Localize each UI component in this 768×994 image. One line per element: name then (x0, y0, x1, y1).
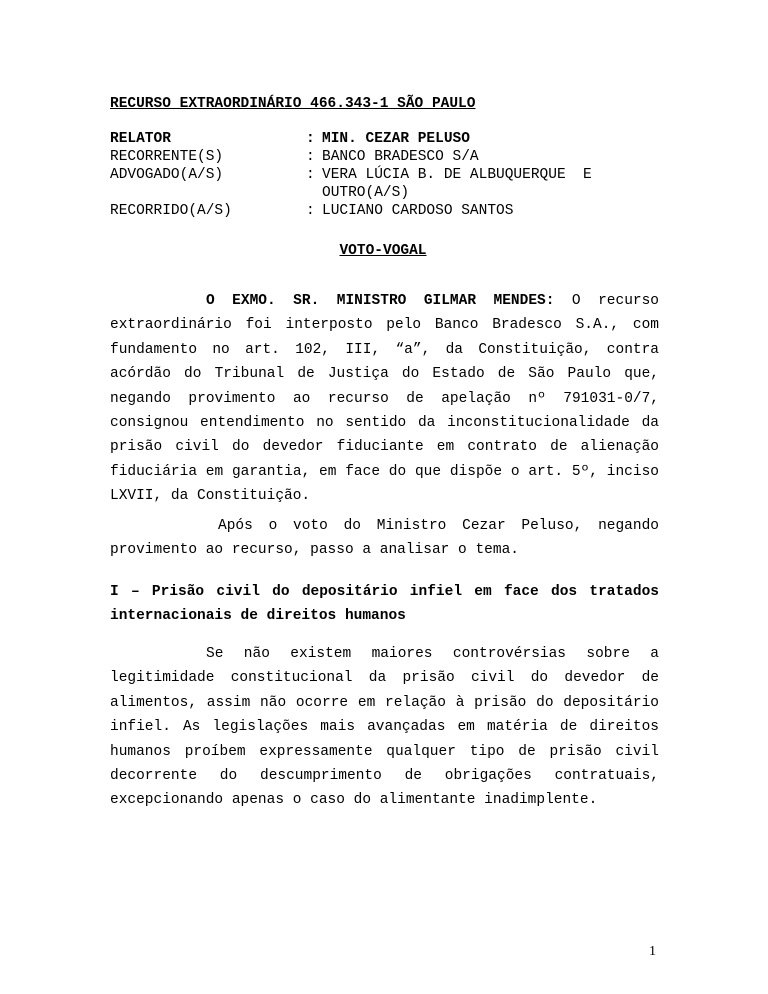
party-value: MIN. CEZAR PELUSO (322, 131, 470, 147)
speaker-lead: O EXMO. SR. MINISTRO GILMAR MENDES: (206, 293, 555, 309)
paragraph-text: Após o voto do Ministro Cezar Peluso, negando provimento ao recurso, passo a analisar o tema. (110, 518, 659, 559)
party-separator: : (306, 167, 315, 183)
section-heading: I – Prisão civil do depositário infiel em face dos tratados internacionais de direitos humanos (110, 584, 659, 625)
party-value: LUCIANO CARDOSO SANTOS (322, 203, 514, 219)
party-separator: : (306, 149, 315, 165)
party-value-line1: VERA LÚCIA B. DE ALBUQUERQUE E (322, 167, 592, 183)
party-value (322, 166, 592, 202)
party-separator: : (306, 131, 315, 147)
section-title (0, 243, 768, 259)
paragraph-text: O recurso extraordinário foi interposto pelo Banco Bradesco S.A., com fundamento no art. 102, III, “a”, da Constituição, contra acórdão do Tribunal de Justiça do Estado de São Paulo que, negando provimento ao recurso de apelação nº 791031-0/7, consignou entendimento no sentido da inconstitucionalidade da prisão civil do devedor fiduciante em contrato de alienação fiduciária em garantia, em face do que dispõe o art. 5º, inciso LXVII, da Constituição. (110, 293, 660, 505)
party-label: ADVOGADO(A/S) (110, 167, 224, 183)
party-separator: : (306, 203, 315, 219)
paragraph-prisao-civil (110, 642, 659, 813)
party-label: RECORRENTE(S) (110, 149, 224, 165)
case-title: RECURSO EXTRAORDINÁRIO 466.343-1 SÃO PAULO (110, 96, 476, 112)
page-number: 1 (649, 944, 656, 959)
party-label: RECORRIDO(A/S) (110, 203, 232, 219)
section-title-text: VOTO-VOGAL (339, 243, 427, 259)
party-label: RELATOR (110, 131, 171, 147)
paragraph-after-vote (110, 514, 659, 563)
party-value: BANCO BRADESCO S/A (322, 149, 479, 165)
paragraph-intro (110, 289, 659, 509)
party-value-line2: OUTRO(A/S) (322, 185, 410, 201)
paragraph-text: Se não existem maiores controvérsias sobre a legitimidade constitucional da prisão civil do devedor de alimentos, assim não ocorre em relação à prisão do depositário infiel. As legislações mais avançadas em matéria de direitos humanos proíbem expressamente qualquer tipo de prisão civil decorrente do descumprimento de obrigações contratuais, excepcionando apenas o caso do alimentante inadimplente. (110, 646, 659, 809)
